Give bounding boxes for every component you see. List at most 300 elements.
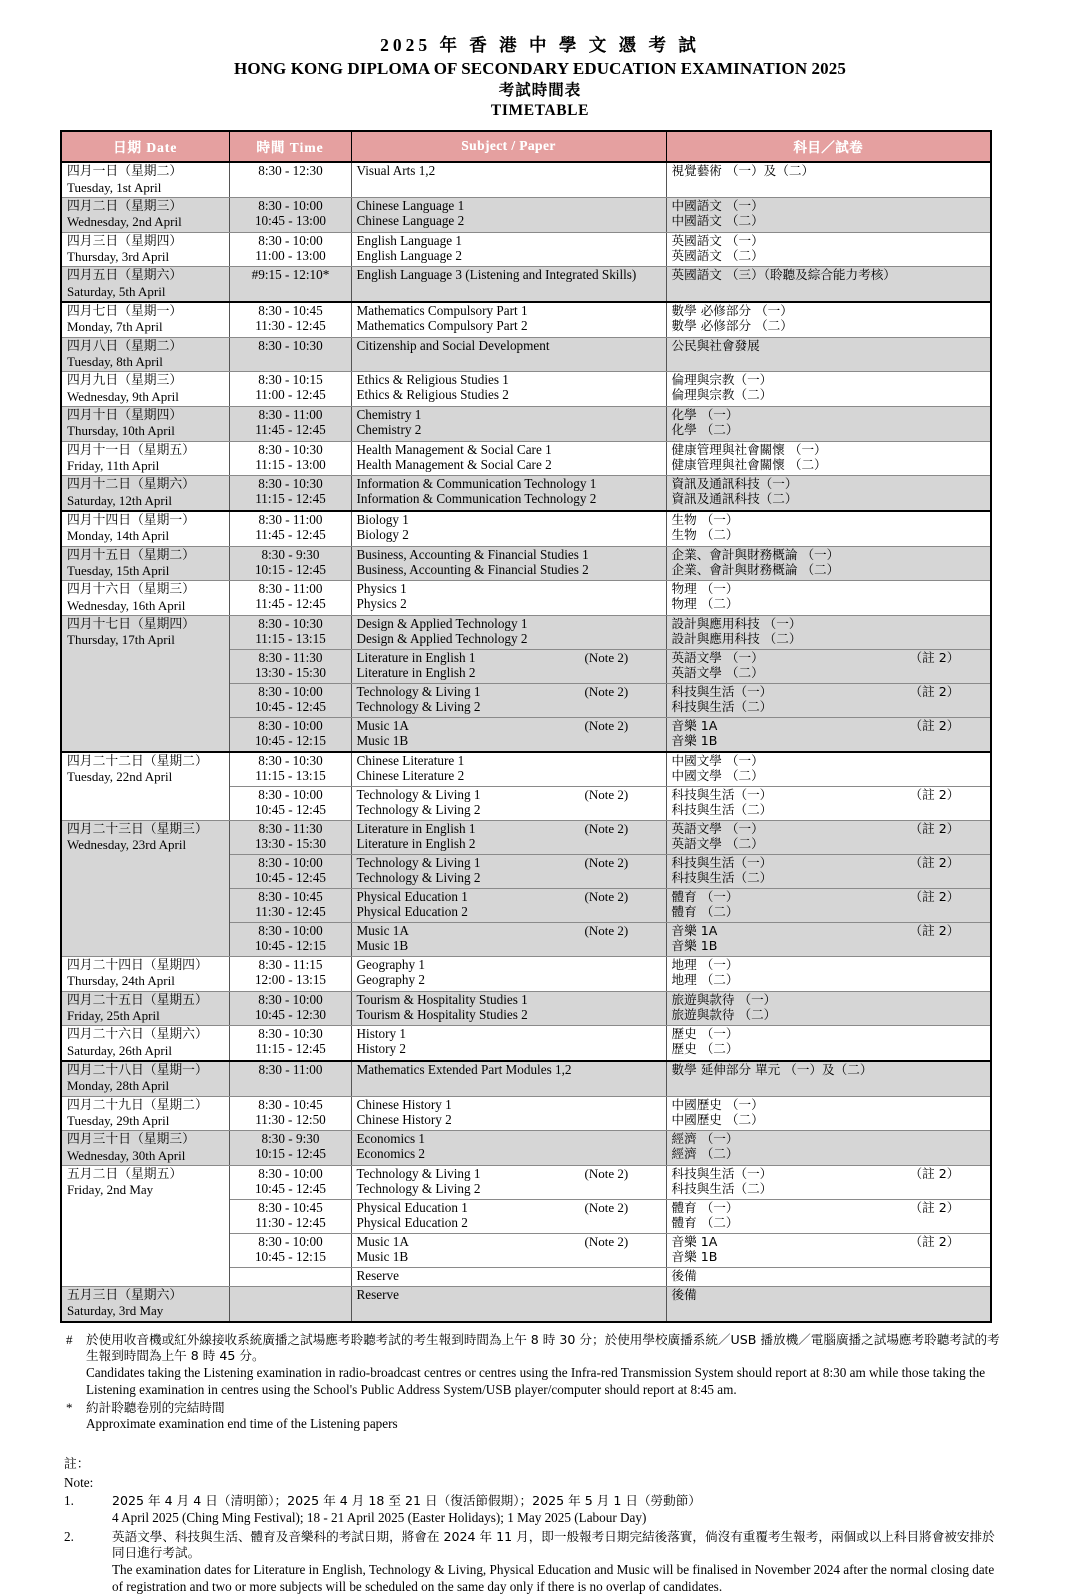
time-slot: 8:30 - 10:00	[258, 1234, 323, 1250]
paper-name-chinese: 設計與應用科技 （二）	[671, 631, 802, 647]
time-slot: 11:15 - 12:45	[255, 491, 326, 507]
time-slot: 10:45 - 12:15	[254, 938, 327, 954]
column-header-date: 日期 Date	[61, 131, 229, 162]
time-slot: 10:45 - 12:45	[254, 870, 327, 886]
exam-paper-chinese-cell	[666, 337, 991, 372]
note-reference: (Note 2)	[584, 821, 629, 837]
table-body	[61, 162, 991, 1321]
footnote-chinese: 於使用收音機或紅外線接收系統廣播之試場應考聆聽考試的考生報到時間為上午 8 時 30 分；於使用學校廣播系統／USB 播放機／電腦廣播之試場應考聆聽考試的考生報到時間為上午 8 時 45 分。	[86, 1331, 1000, 1364]
note-reference-chinese: （註 2）	[909, 855, 960, 871]
timetable-row	[61, 1287, 991, 1322]
time-slot: 11:30 - 12:45	[255, 1215, 326, 1231]
paper-name-chinese: 健康管理與社會關懷 （一）	[671, 441, 827, 457]
paper-name: Literature in English 2	[356, 665, 476, 681]
exam-time-cell	[229, 232, 351, 267]
time-slot: 8:30 - 12:30	[258, 163, 323, 179]
paper-name: History 1	[356, 1026, 406, 1042]
timetable-row	[61, 511, 991, 546]
exam-paper-chinese-cell	[666, 752, 991, 787]
note-reference-chinese: （註 2）	[909, 1166, 960, 1182]
date-english: Thursday, 17th April	[67, 632, 175, 648]
paper-name: Technology & Living 2	[356, 802, 481, 818]
exam-paper-cell	[351, 957, 666, 992]
paper-name-chinese: 音樂 1B	[671, 733, 718, 749]
timetable-row	[61, 957, 991, 992]
exam-paper-cell	[351, 923, 666, 957]
note-number: 2.	[64, 1528, 74, 1544]
date-english: Wednesday, 2nd April	[67, 214, 182, 230]
timetable-row	[61, 1026, 991, 1061]
date-english: Tuesday, 8th April	[67, 354, 163, 370]
paper-name: English Language 1	[356, 232, 462, 248]
timetable-row	[61, 162, 991, 197]
exam-time-cell	[229, 991, 351, 1026]
note-item	[60, 1493, 1000, 1527]
paper-name-chinese: 倫理與宗教（二）	[671, 387, 773, 403]
time-slot: 10:45 - 13:00	[254, 213, 327, 228]
date-english: Wednesday, 16th April	[67, 597, 186, 613]
notes-list	[60, 1493, 1000, 1596]
symbol-footnotes	[60, 1332, 1000, 1434]
exam-paper-chinese-cell	[666, 821, 991, 855]
date-chinese: 五月二日（星期五）	[67, 1167, 183, 1183]
date-english: Thursday, 24th April	[67, 973, 175, 989]
note-reference: (Note 2)	[584, 684, 629, 700]
paper-name-chinese: 旅遊與款待 （一）	[671, 991, 777, 1007]
exam-paper-chinese-cell	[666, 991, 991, 1026]
exam-date-cell	[61, 372, 229, 407]
paper-name: Chemistry 1	[356, 407, 422, 423]
exam-paper-chinese-cell	[666, 302, 991, 337]
time-slot: 8:30 - 11:00	[258, 407, 323, 423]
exam-time-cell	[229, 1131, 351, 1166]
paper-name-chinese: 企業、會計與財務概論 （二）	[671, 561, 840, 577]
time-slot	[235, 1288, 347, 1303]
notes-section	[60, 1457, 1000, 1595]
paper-name-chinese: 科技與生活（一） （註 2）	[671, 1166, 960, 1182]
time-slot: 8:30 - 10:00	[258, 684, 323, 700]
time-slot: 8:30 - 9:30	[261, 1131, 320, 1147]
exam-date-cell	[61, 821, 229, 957]
date-chinese: 四月二十八日（星期一）	[67, 1063, 208, 1079]
note-reference: (Note 2)	[584, 923, 629, 939]
exam-paper-cell	[351, 198, 666, 233]
date-english: Friday, 11th April	[67, 458, 160, 474]
exam-paper-cell	[351, 718, 666, 753]
paper-name: Chinese Literature 2	[356, 768, 465, 784]
title-chinese-sub: 考試時間表	[498, 81, 582, 99]
exam-date-cell	[61, 1166, 229, 1287]
exam-paper-chinese-cell	[666, 546, 991, 581]
exam-paper-chinese-cell	[666, 1131, 991, 1166]
exam-paper-cell	[351, 889, 666, 923]
exam-date-cell	[61, 1287, 229, 1322]
note-reference: (Note 2)	[584, 787, 629, 803]
paper-name-chinese: 中國語文 （二）	[671, 213, 764, 228]
exam-paper-cell	[351, 1234, 666, 1268]
paper-name-chinese: 歷史 （一）	[671, 1026, 739, 1042]
time-slot: 11:15 - 13:15	[255, 768, 326, 784]
date-chinese: 四月七日（星期一）	[67, 304, 183, 320]
paper-name: Physical Education 2	[356, 904, 468, 920]
footnote-chinese: 約計聆聽卷別的完結時間	[86, 1399, 225, 1415]
exam-time-cell	[229, 581, 351, 616]
exam-time-cell	[229, 1096, 351, 1131]
time-slot: 8:30 - 10:45	[258, 1200, 323, 1216]
exam-paper-chinese-cell	[666, 616, 991, 650]
exam-paper-cell	[351, 162, 666, 197]
date-english: Tuesday, 22nd April	[67, 769, 173, 785]
paper-name: Design & Applied Technology 2	[356, 631, 528, 647]
paper-name: Health Management & Social Care 2	[356, 456, 552, 472]
title-english-main: HONG KONG DIPLOMA OF SECONDARY EDUCATION EXAMINATION 2025	[234, 58, 846, 78]
exam-paper-cell	[351, 441, 666, 476]
paper-name: Music 1A (Note 2)	[356, 923, 629, 939]
paper-name: Reserve	[356, 1268, 399, 1284]
note-body	[112, 1529, 1000, 1596]
time-slot: 8:30 - 10:30	[258, 616, 323, 632]
date-chinese: 四月二十九日（星期二）	[67, 1097, 208, 1113]
date-english: Tuesday, 15th April	[67, 563, 170, 579]
footnote-marker: #	[66, 1331, 73, 1347]
note-reference: (Note 2)	[584, 650, 629, 666]
paper-name: Mathematics Extended Part Modules 1,2	[356, 1062, 572, 1078]
paper-name-chinese: 英語文學 （二）	[671, 665, 764, 681]
exam-time-cell	[229, 337, 351, 372]
note-reference-chinese: （註 2）	[909, 821, 960, 837]
paper-name: History 2	[356, 1041, 406, 1057]
exam-paper-cell	[351, 302, 666, 337]
paper-name: Physics 1	[356, 581, 407, 597]
paper-name: Health Management & Social Care 1	[356, 441, 552, 457]
exam-paper-chinese-cell	[666, 684, 991, 718]
paper-name: Literature in English 1 (Note 2)	[356, 821, 629, 837]
paper-name: Technology & Living 2	[356, 870, 481, 886]
exam-paper-cell	[351, 581, 666, 616]
time-slot: 10:45 - 12:45	[254, 1181, 327, 1197]
paper-name: Chinese History 1	[356, 1096, 452, 1112]
timetable-row	[61, 337, 991, 372]
paper-name-chinese: 公民與社會發展	[671, 337, 760, 353]
exam-date-cell	[61, 511, 229, 546]
exam-date-cell	[61, 1026, 229, 1061]
paper-name-chinese: 化學 （二）	[671, 422, 739, 438]
date-english: Tuesday, 1st April	[67, 179, 162, 195]
exam-time-cell	[229, 1026, 351, 1061]
timetable-row	[61, 198, 991, 233]
exam-paper-cell	[351, 821, 666, 855]
paper-name: Music 1B	[356, 733, 409, 749]
date-english: Friday, 25th April	[67, 1008, 160, 1024]
exam-paper-chinese-cell	[666, 855, 991, 889]
time-slot: 8:30 - 10:45	[258, 889, 323, 905]
exam-time-cell	[229, 1287, 351, 1322]
date-english: Saturday, 5th April	[67, 283, 166, 299]
exam-paper-chinese-cell	[666, 162, 991, 197]
paper-name-chinese: 倫理與宗教（一）	[671, 372, 773, 388]
exam-paper-cell	[351, 372, 666, 407]
exam-paper-cell	[351, 1268, 666, 1287]
exam-paper-chinese-cell	[666, 1287, 991, 1322]
date-english: Wednesday, 9th April	[67, 388, 179, 404]
exam-date-cell	[61, 337, 229, 372]
note-english: The examination dates for Literature in English, Technology & Living, Physical Education and Music will be finalised in November 2024 after the normal closing date of registration and two or more subjects will be scheduled on the same day only if there is no overlap of candidates.	[112, 1561, 995, 1594]
exam-paper-chinese-cell	[666, 232, 991, 267]
paper-name-chinese: 科技與生活（二）	[671, 802, 773, 818]
exam-paper-cell	[351, 267, 666, 302]
time-slot: #9:15 - 12:10*	[251, 267, 330, 283]
time-slot: 8:30 - 10:30	[258, 441, 323, 457]
exam-time-cell	[229, 718, 351, 753]
paper-name-chinese: 生物 （一）	[671, 512, 739, 528]
timetable-row	[61, 581, 991, 616]
exam-paper-cell	[351, 407, 666, 442]
date-chinese: 五月三日（星期六）	[67, 1288, 183, 1304]
paper-name-chinese: 後備	[671, 1268, 697, 1284]
exam-paper-chinese-cell	[666, 581, 991, 616]
paper-name-chinese: 音樂 1A （註 2）	[671, 1234, 960, 1250]
exam-time-cell	[229, 1268, 351, 1287]
exam-date-cell	[61, 1096, 229, 1131]
exam-paper-cell	[351, 1096, 666, 1131]
paper-name: English Language 2	[356, 247, 462, 263]
paper-name-chinese: 地理 （一）	[671, 957, 739, 973]
paper-name: Chinese Language 2	[356, 213, 465, 228]
paper-name: Technology & Living 2	[356, 699, 481, 715]
time-slot: 10:45 - 12:15	[254, 1249, 327, 1265]
exam-paper-cell	[351, 232, 666, 267]
paper-name-chinese: 經濟 （二）	[671, 1146, 739, 1162]
time-slot: 11:30 - 12:50	[255, 1111, 326, 1127]
title-chinese-main: 2025 年 香 港 中 學 文 憑 考 試	[380, 35, 700, 55]
paper-name: Physical Education 1 (Note 2)	[356, 1200, 629, 1216]
paper-name: Chemistry 2	[356, 422, 422, 438]
paper-name: Design & Applied Technology 1	[356, 616, 528, 632]
time-slot: 11:45 - 12:45	[255, 527, 326, 543]
paper-name-chinese: 科技與生活（二）	[671, 699, 773, 715]
exam-time-cell	[229, 923, 351, 957]
date-chinese: 四月十四日（星期一）	[67, 513, 195, 529]
exam-paper-cell	[351, 855, 666, 889]
exam-paper-chinese-cell	[666, 889, 991, 923]
exam-paper-chinese-cell	[666, 923, 991, 957]
paper-name: Mathematics Compulsory Part 2	[356, 318, 528, 334]
exam-paper-chinese-cell	[666, 1234, 991, 1268]
timetable-row	[61, 616, 991, 650]
exam-paper-chinese-cell	[666, 718, 991, 753]
paper-name-chinese: 健康管理與社會關懷 （二）	[671, 456, 827, 472]
exam-paper-chinese-cell	[666, 198, 991, 233]
paper-name-chinese: 企業、會計與財務概論 （一）	[671, 546, 840, 562]
exam-paper-chinese-cell	[666, 1026, 991, 1061]
paper-name: Music 1B	[356, 1249, 409, 1265]
date-chinese: 四月二十四日（星期四）	[67, 958, 208, 974]
paper-name: Business, Accounting & Financial Studies 1	[356, 546, 589, 562]
date-chinese: 四月三日（星期四）	[67, 233, 183, 249]
paper-name: Ethics & Religious Studies 2	[356, 387, 509, 403]
date-english: Thursday, 3rd April	[67, 249, 170, 265]
note-reference-chinese: （註 2）	[909, 923, 960, 939]
exam-time-cell	[229, 1200, 351, 1234]
paper-name: Economics 2	[356, 1146, 425, 1162]
exam-paper-chinese-cell	[666, 372, 991, 407]
exam-paper-chinese-cell	[666, 650, 991, 684]
date-chinese: 四月十七日（星期四）	[67, 617, 195, 633]
time-slot: 10:15 - 12:45	[254, 561, 327, 577]
paper-name-chinese: 科技與生活（二）	[671, 870, 773, 886]
time-slot: 11:00 - 12:45	[255, 387, 326, 403]
column-header-subject-chinese: 科目／試卷	[666, 131, 991, 162]
timetable-row	[61, 372, 991, 407]
time-slot: 13:30 - 15:30	[254, 665, 327, 681]
note-reference-chinese: （註 2）	[909, 684, 960, 700]
timetable-row	[61, 991, 991, 1026]
exam-date-cell	[61, 162, 229, 197]
exam-paper-cell	[351, 337, 666, 372]
paper-name: Biology 1	[356, 512, 409, 528]
exam-time-cell	[229, 511, 351, 546]
exam-time-cell	[229, 546, 351, 581]
time-slot: 10:45 - 12:45	[254, 802, 327, 818]
paper-name-chinese: 生物 （二）	[671, 527, 739, 543]
paper-name: English Language 3 (Listening and Integrated Skills)	[356, 267, 637, 283]
exam-time-cell	[229, 821, 351, 855]
paper-name-chinese: 體育 （一） （註 2）	[671, 1200, 960, 1216]
paper-name-chinese: 設計與應用科技 （一）	[671, 616, 802, 632]
paper-name: Visual Arts 1,2	[356, 163, 436, 179]
paper-name-chinese: 中國文學 （二）	[671, 768, 764, 784]
paper-name: Physical Education 1 (Note 2)	[356, 889, 629, 905]
paper-name: Business, Accounting & Financial Studies 2	[356, 561, 589, 577]
paper-name: Music 1B	[356, 938, 409, 954]
exam-paper-chinese-cell	[666, 441, 991, 476]
note-reference-chinese: （註 2）	[909, 650, 960, 666]
date-chinese: 四月九日（星期三）	[67, 373, 183, 389]
paper-name-chinese: 音樂 1B	[671, 1249, 718, 1265]
time-slot: 10:45 - 12:15	[254, 733, 327, 749]
exam-date-cell	[61, 1061, 229, 1096]
exam-time-cell	[229, 650, 351, 684]
paper-name: Tourism & Hospitality Studies 2	[356, 1006, 528, 1022]
exam-paper-cell	[351, 752, 666, 787]
exam-time-cell	[229, 372, 351, 407]
exam-time-cell	[229, 752, 351, 787]
note-reference: (Note 2)	[584, 889, 629, 905]
date-chinese: 四月一日（星期二）	[67, 164, 183, 180]
timetable-row	[61, 267, 991, 302]
time-slot: 8:30 - 10:15	[258, 372, 323, 388]
paper-name-chinese: 資訊及通訊科技（一）	[671, 476, 798, 492]
paper-name-chinese: 資訊及通訊科技（二）	[671, 491, 798, 507]
exam-paper-chinese-cell	[666, 511, 991, 546]
exam-paper-cell	[351, 1061, 666, 1096]
date-chinese: 四月二十六日（星期六）	[67, 1027, 208, 1043]
exam-paper-cell	[351, 616, 666, 650]
time-slot: 8:30 - 10:00	[258, 855, 323, 871]
timetable-row	[61, 752, 991, 787]
paper-name: Tourism & Hospitality Studies 1	[356, 991, 528, 1007]
paper-name-chinese: 體育 （二）	[671, 1215, 739, 1231]
note-reference: (Note 2)	[584, 1234, 629, 1250]
exam-date-cell	[61, 198, 229, 233]
timetable-row	[61, 821, 991, 855]
paper-name: Literature in English 2	[356, 836, 476, 852]
exam-time-cell	[229, 616, 351, 650]
exam-date-cell	[61, 991, 229, 1026]
time-slot: 8:30 - 10:00	[258, 198, 323, 213]
exam-time-cell	[229, 1061, 351, 1096]
note-reference: (Note 2)	[584, 718, 629, 734]
exam-paper-cell	[351, 1287, 666, 1322]
time-slot: 11:15 - 12:45	[255, 1041, 326, 1057]
time-slot: 8:30 - 9:30	[261, 546, 320, 562]
time-slot: 11:30 - 12:45	[255, 318, 326, 334]
footnote-row	[60, 1400, 1000, 1434]
date-english: Tuesday, 29th April	[67, 1113, 170, 1129]
note-reference-chinese: （註 2）	[909, 1200, 960, 1216]
date-chinese: 四月八日（星期二）	[67, 338, 183, 354]
exam-paper-chinese-cell	[666, 1096, 991, 1131]
timetable-row	[61, 1131, 991, 1166]
examination-timetable	[60, 130, 992, 1322]
exam-date-cell	[61, 616, 229, 753]
note-item	[60, 1529, 1000, 1596]
paper-name: Technology & Living 1 (Note 2)	[356, 684, 629, 700]
exam-paper-chinese-cell	[666, 1268, 991, 1287]
exam-time-cell	[229, 407, 351, 442]
date-chinese: 四月二日（星期三）	[67, 199, 183, 214]
note-chinese: 2025 年 4 月 4 日（清明節）；2025 年 4 月 18 至 21 日（復活節假期）；2025 年 5 月 1 日（勞動節）	[112, 1493, 701, 1509]
time-slot: 11:15 - 13:15	[255, 631, 326, 647]
paper-name-chinese: 經濟 （一）	[671, 1131, 739, 1147]
exam-time-cell	[229, 162, 351, 197]
time-slot: 11:00 - 13:00	[255, 247, 326, 263]
date-chinese: 四月十日（星期四）	[67, 408, 183, 424]
paper-name-chinese: 旅遊與款待 （二）	[671, 1006, 777, 1022]
exam-paper-chinese-cell	[666, 1166, 991, 1200]
footnote-body	[86, 1400, 1000, 1434]
paper-name: Technology & Living 1 (Note 2)	[356, 1166, 629, 1182]
timetable-row	[61, 1096, 991, 1131]
timetable-row	[61, 232, 991, 267]
date-chinese: 四月二十五日（星期五）	[67, 992, 208, 1008]
paper-name-chinese: 體育 （二）	[671, 904, 739, 920]
paper-name-chinese: 後備	[671, 1287, 697, 1303]
paper-name-chinese: 英國語文 （三）（聆聽及綜合能力考核）	[671, 267, 896, 283]
exam-paper-cell	[351, 1166, 666, 1200]
paper-name: Biology 2	[356, 527, 409, 543]
paper-name-chinese: 數學 必修部分 （一）	[671, 303, 793, 319]
paper-name-chinese: 英語文學 （一） （註 2）	[671, 650, 960, 666]
paper-name-chinese: 體育 （一） （註 2）	[671, 889, 960, 905]
exam-date-cell	[61, 752, 229, 821]
time-slot: 11:45 - 12:45	[255, 422, 326, 438]
exam-paper-chinese-cell	[666, 957, 991, 992]
paper-name-chinese: 數學 必修部分 （二）	[671, 318, 793, 334]
time-slot: 8:30 - 10:45	[258, 1096, 323, 1112]
paper-name-chinese: 物理 （二）	[671, 596, 739, 612]
paper-name: Music 1A (Note 2)	[356, 1234, 629, 1250]
time-slot: 8:30 - 10:30	[258, 476, 323, 492]
exam-paper-cell	[351, 476, 666, 511]
paper-name: Mathematics Compulsory Part 1	[356, 303, 528, 319]
exam-date-cell	[61, 957, 229, 992]
exam-date-cell	[61, 441, 229, 476]
footnote-english: Approximate examination end time of the Listening papers	[86, 1416, 398, 1432]
date-chinese: 四月五日（星期六）	[67, 268, 183, 284]
timetable-row	[61, 441, 991, 476]
paper-name-chinese: 英語文學 （一） （註 2）	[671, 821, 960, 837]
